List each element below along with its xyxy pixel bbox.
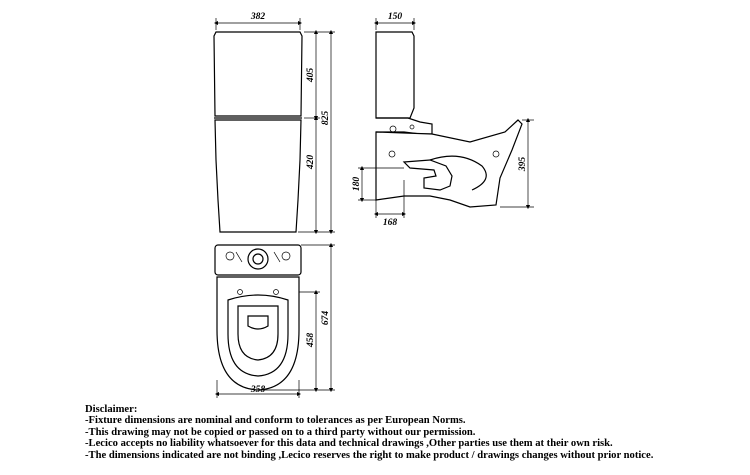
dim-front-width: 382 bbox=[250, 12, 266, 22]
top-view bbox=[215, 245, 335, 398]
front-bowl-outline bbox=[215, 120, 301, 232]
front-view bbox=[214, 12, 335, 232]
hinge-bolt bbox=[390, 126, 396, 132]
side-tank-outline bbox=[376, 32, 414, 118]
dim-outlet-offset: 168 bbox=[382, 218, 398, 228]
disclaimer-line: -Fixture dimensions are nominal and conform to tolerances as per European Norms. bbox=[85, 415, 466, 427]
dim-outlet-height: 180 bbox=[352, 176, 362, 192]
front-tank-outline bbox=[214, 32, 302, 116]
dim-tank-height: 405 bbox=[306, 67, 316, 83]
dim-bowl-height: 420 bbox=[306, 154, 316, 170]
disclaimer-heading: Disclaimer: bbox=[85, 404, 138, 415]
dim-top-total-depth: 674 bbox=[321, 310, 331, 326]
dim-seat-height: 395 bbox=[518, 156, 528, 172]
side-hinge bbox=[376, 118, 432, 134]
disclaimer-block bbox=[85, 404, 745, 461]
side-bowl-outline bbox=[376, 120, 522, 207]
top-bowl-outline bbox=[217, 277, 299, 390]
disclaimer-line: -The dimensions indicated are not binding ,Lecico reserves the right to make product / drawings changes without prior notice. bbox=[85, 449, 654, 461]
dim-top-seat-depth: 458 bbox=[306, 332, 316, 348]
dim-top-width: 358 bbox=[250, 385, 266, 395]
side-view bbox=[352, 12, 534, 228]
disclaimer-line: -This drawing may not be copied or passed on to a third party without our permission. bbox=[85, 426, 476, 438]
dim-side-depth: 150 bbox=[387, 12, 403, 22]
hinge-bolt bbox=[410, 125, 414, 129]
dim-total-height: 825 bbox=[321, 110, 331, 126]
disclaimer-line: -Lecico accepts no liability whatsoever for this data and technical drawings ,Other parties use them at their own risk. bbox=[85, 438, 613, 450]
